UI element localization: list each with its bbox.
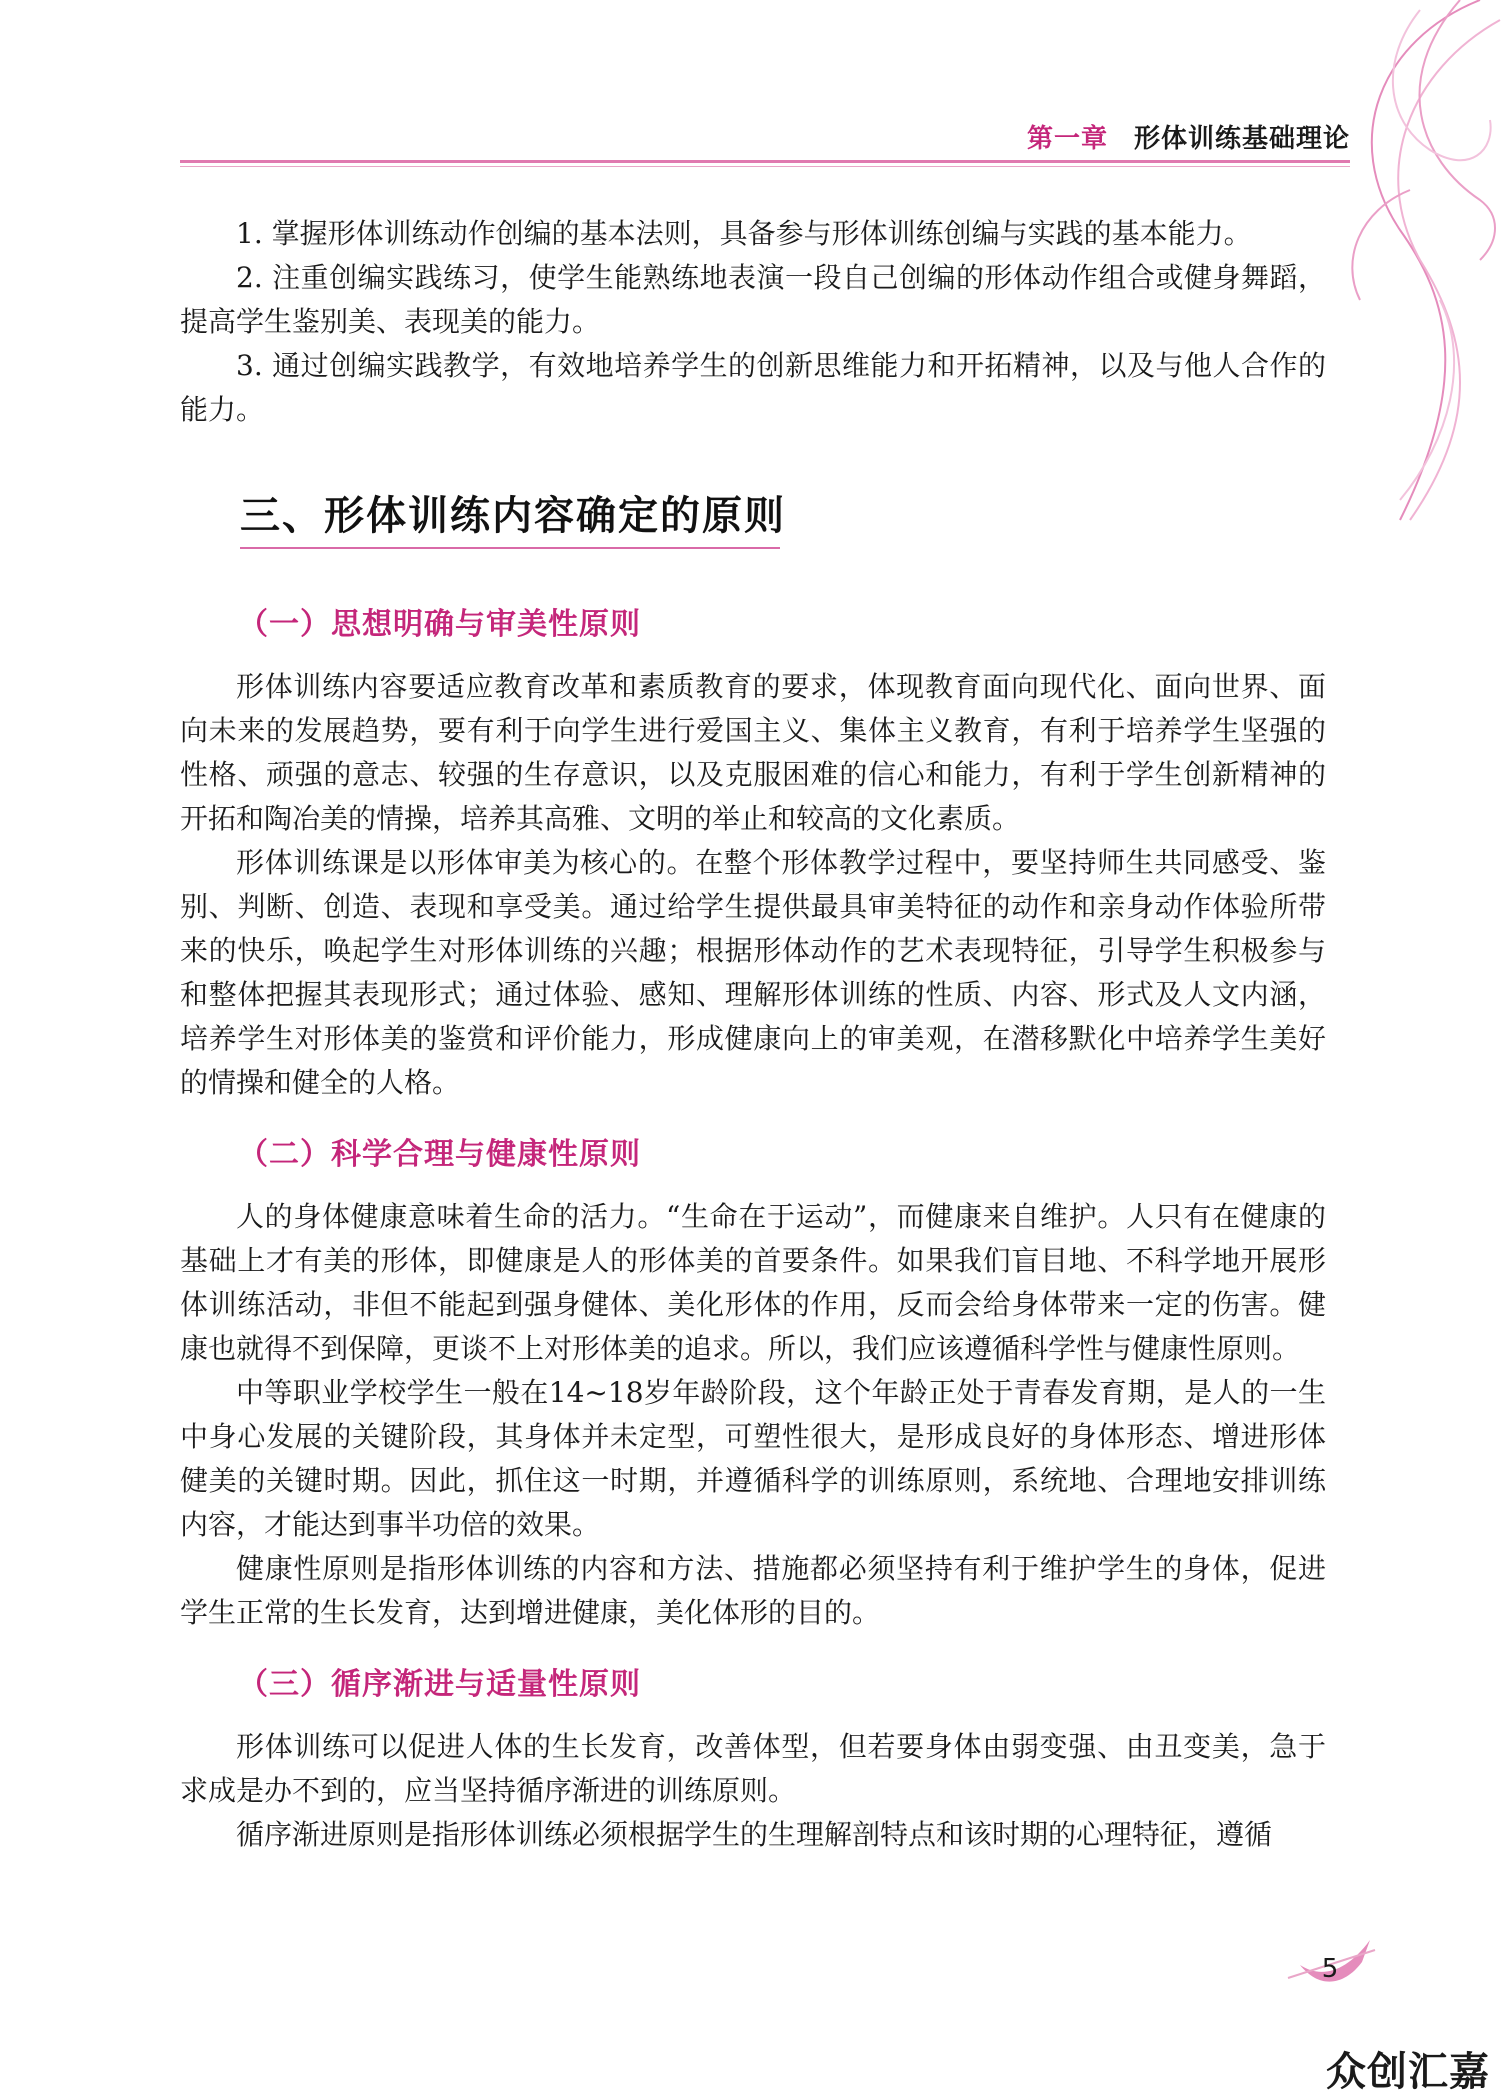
chapter-title: 形体训练基础理论 bbox=[1133, 124, 1350, 154]
chapter-label: 第一章 bbox=[1026, 124, 1108, 154]
paragraph: 人的身体健康意味着生命的活力。“生命在于运动”，而健康来自维护。人只有在健康的基础上才有美的形体，即健康是人的形体美的首要条件。如果我们盲目地、不科学地开展形体训练活动，非但不能起到强身健体、美化形体的作用，反而会给身体带来一定的伤害。健康也就得不到保障，更谈不上对形体美的追求。所以，我们应该遵循科学性与健康性原则。 bbox=[180, 1200, 1326, 1365]
subsection-title-2: （二）科学合理与健康性原则 bbox=[238, 1137, 641, 1172]
section-title-underline bbox=[240, 547, 780, 549]
running-header bbox=[180, 118, 1350, 158]
intro-item-2: 2. 注重创编实践练习，使学生能熟练地表演一段自己创编的形体动作组合或健身舞蹈，提高学生鉴别美、表现美的能力。 bbox=[180, 261, 1326, 338]
page-body bbox=[180, 212, 1326, 1857]
paragraph: 健康性原则是指形体训练的内容和方法、措施都必须坚持有利于维护学生的身体，促进学生正常的生长发育，达到增进健康，美化体形的目的。 bbox=[180, 1552, 1326, 1629]
paragraph: 形体训练课是以形体审美为核心的。在整个形体教学过程中，要坚持师生共同感受、鉴别、判断、创造、表现和享受美。通过给学生提供最具审美特征的动作和亲身动作体验所带来的快乐，唤起学生对形体训练的兴趣；根据形体动作的艺术表现特征，引导学生积极参与和整体把握其表现形式；通过体验、感知、理解形体训练的性质、内容、形式及人文内涵，培养学生对形体美的鉴赏和评价能力，形成健康向上的审美观，在潜移默化中培养学生美好的情操和健全的人格。 bbox=[180, 846, 1326, 1099]
section-title: 三、形体训练内容确定的原则 bbox=[240, 493, 786, 539]
paragraph: 形体训练可以促进人体的生长发育，改善体型，但若要身体由弱变强、由丑变美，急于求成是办不到的，应当坚持循序渐进的训练原则。 bbox=[180, 1730, 1326, 1807]
paragraph: 循序渐进原则是指形体训练必须根据学生的生理解剖特点和该时期的心理特征，遵循 bbox=[236, 1818, 1273, 1851]
header-rule bbox=[180, 160, 1350, 163]
intro-item-3: 3. 通过创编实践教学，有效地培养学生的创新思维能力和开拓精神，以及与他人合作的能力。 bbox=[180, 349, 1326, 426]
subsection-title-3: （三）循序渐进与适量性原则 bbox=[238, 1667, 641, 1702]
paragraph: 形体训练内容要适应教育改革和素质教育的要求，体现教育面向现代化、面向世界、面向未来的发展趋势，要有利于向学生进行爱国主义、集体主义教育，有利于培养学生坚强的性格、顽强的意志、较强的生存意识，以及克服困难的信心和能力，有利于学生创新精神的开拓和陶冶美的情操，培养其高雅、文明的举止和较高的文化素质。 bbox=[180, 670, 1326, 835]
page-number: 5 bbox=[1321, 1954, 1339, 1984]
subsection-title-1: （一）思想明确与审美性原则 bbox=[238, 607, 641, 642]
paragraph: 中等职业学校学生一般在14~18岁年龄阶段，这个年龄正处于青春发育期，是人的一生中身心发展的关键阶段，其身体并未定型，可塑性很大，是形成良好的身体形态、增进形体健美的关键时期。因此，抓住这一时期，并遵循科学的训练原则，系统地、合理地安排训练内容，才能达到事半功倍的效果。 bbox=[180, 1376, 1326, 1541]
header-rule-thin bbox=[180, 166, 1350, 167]
intro-item-1: 1. 掌握形体训练动作创编的基本法则，具备参与形体训练创编与实践的基本能力。 bbox=[236, 217, 1252, 250]
watermark-logo: 众创汇嘉 bbox=[1326, 2049, 1490, 2095]
